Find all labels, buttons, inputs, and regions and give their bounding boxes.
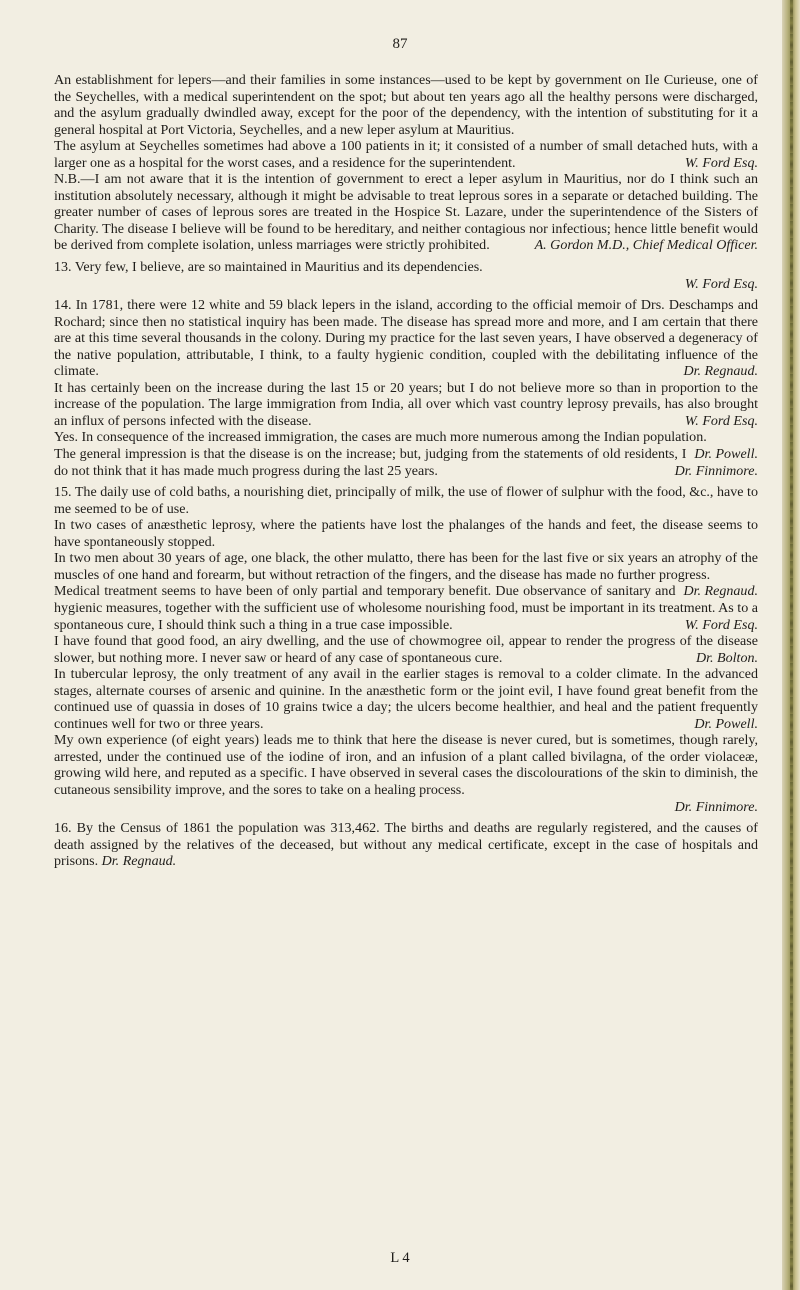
paragraph-text: My own experience (of eight years) leads me to think that here the disease is never cured, but is sometimes, though rarely, arrested, under the continued use of the iodine of iron, and an infusion of a plant called bivilagna, of the order violaceæ, growing wild here, and reputed as a specific. I have observed in several cases the discolourations of the skin to diminish, the cutaneous sensibility improve, and the sores to take on a healing process. [54, 732, 758, 798]
paragraph-text: It has certainly been on the increase during the last 15 or 20 years; but I do not believe more so than in proportion to the increase of the population. The large immigration from India, all over which vast country leprosy prevails, has also brought an influx of persons infected with the disease. [54, 379, 758, 429]
paragraph-15: 15. The daily use of cold baths, a nourishing diet, principally of milk, the use of flower of sulphur with the food, &c., have to me seemed to be of use. [54, 484, 758, 517]
paragraph-good-food [54, 633, 758, 666]
paragraph-text: Yes. In consequence of the increased immigration, the cases are much more numerous among the Indian population. [54, 429, 707, 446]
paragraph-increase [54, 380, 758, 430]
paragraph-asylum-establishment: An establishment for lepers—and their families in some instances—used to be kept by government on Ile Curieuse, one of the Seychelles, with a medical superintendent on the spot; but about ten years ago all the healthy persons were discharged, and the asylum gradually dwindled away, except for the poor of the dependency, with the intention of substituting for it a general hospital at Port Victoria, Seychelles, and a new leper asylum at Mauritius. [54, 72, 758, 138]
signature-bolton: Dr. Bolton. [695, 649, 758, 666]
signature-regnaud: Dr. Regnaud. [101, 853, 177, 870]
paragraph-anaesthetic-cases: In two cases of anæsthetic leprosy, where the patients have lost the phalanges of the hands and feet, the disease seems to have spontaneously stopped. [54, 517, 758, 550]
signature-ford: W. Ford Esq. [684, 412, 758, 429]
paragraph-text: I have found that good food, an airy dwelling, and the use of chowmogree oil, appear to render the progress of the disease slower, but nothing more. I never saw or heard of any case of spontaneous cure. [54, 633, 758, 666]
signature-ford: W. Ford Esq. [684, 154, 758, 171]
paragraph-14 [54, 297, 758, 380]
paragraph-text: 14. In 1781, there were 12 white and 59 black lepers in the island, according to the official memoir of Drs. Deschamps and Rochard; since then no statistical inquiry has been made. The disease has spread more and more, and I am certain that there are at this time several thousands in the colony. During my practice for the last seven years, I have observed a degeneracy of the native population, attributable, I think, to a faulty hygienic condition, coupled with the debilitating influence of the climate. [54, 297, 758, 380]
binding-thread [790, 0, 793, 1290]
paragraph-general-impression [54, 446, 758, 479]
paragraph-asylum-seychelles [54, 138, 758, 171]
signature-finnimore: Dr. Finnimore. [674, 462, 758, 479]
signature-gordon: A. Gordon M.D., Chief Medical Officer. [534, 237, 758, 254]
signature-ford: W. Ford Esq. [684, 616, 758, 633]
paragraph-text: 16. By the Census of 1861 the population was 313,462. The births and deaths are regularly registered, and the causes of death assigned by the relatives of the deceased, but without any medical certificate, except in the case of hospitals and prisons. [54, 820, 758, 870]
body-text [54, 72, 758, 870]
paragraph-text: N.B.—I am not aware that it is the intention of government to erect a leper asylum in Mauritius, nor do I think such an institution absolutely necessary, although it might be advisable to treat leprous sores in a separate or detached building. The greater number of cases of leprous sores are treated in the Hospice St. Lazare, under the superintendence of the Sisters of Charity. The disease I believe will be found to be hereditary, and neither contagious nor infectious; hence little benefit would be derived from complete isolation, unless marriages were strictly prohibited. [54, 171, 758, 254]
signature-regnaud: Dr. Regnaud. [683, 363, 758, 380]
paragraph-16 [54, 820, 758, 870]
paragraph-two-men [54, 550, 758, 600]
signature-powell: Dr. Powell. [694, 446, 758, 463]
signature-mark: L 4 [390, 1250, 410, 1266]
paragraph-tubercular [54, 666, 758, 732]
paragraph-text: In tubercular leprosy, the only treatment of any avail in the earlier stages is removal to a colder climate. In the advanced stages, alternate courses of arsenic and quinine. In the anæsthetic form or the joint evil, I have found great benefit from the continued use of quassia in doses of 10 grains twice a day; the ulcers become healthier, and heal and the patient frequently continues well for two or three years. [54, 666, 758, 732]
paragraph-13: 13. Very few, I believe, are so maintained in Mauritius and its dependencies. [54, 259, 483, 276]
paragraph-text: The asylum at Seychelles sometimes had above a 100 patients in it; it consisted of a number of small detached huts, with a larger one as a hospital for the worst cases, and a residence for the superintendent. [54, 138, 758, 171]
paragraph-text: In two men about 30 years of age, one black, the other mulatto, there has been for the last five or six years an atrophy of the muscles of one hand and forearm, but without retraction of the fingers, and the disease has made no further progress. [54, 550, 758, 583]
paragraph-medical-treatment [54, 583, 758, 633]
signature-regnaud: Dr. Regnaud. [683, 583, 758, 600]
paragraph-nb [54, 171, 758, 254]
signature-powell: Dr. Powell. [694, 715, 758, 732]
paragraph-own-experience [54, 732, 758, 798]
signature-finnimore: Dr. Finnimore. [674, 798, 758, 815]
paragraph-text: The general impression is that the disease is on the increase; but, judging from the statements of old residents, I do not think that it has made much progress during the last 25 years. [54, 446, 687, 479]
page-number: 87 [392, 36, 408, 52]
signature-ford: W. Ford Esq. [684, 275, 758, 292]
paragraph-text: Medical treatment seems to have been of only partial and temporary benefit. Due observance of sanitary and hygienic measures, together with the sufficient use of wholesome nourishing food, must be important in its treatment. As to a spontaneous cure, I should think such a thing in a true case impossible. [54, 583, 758, 633]
